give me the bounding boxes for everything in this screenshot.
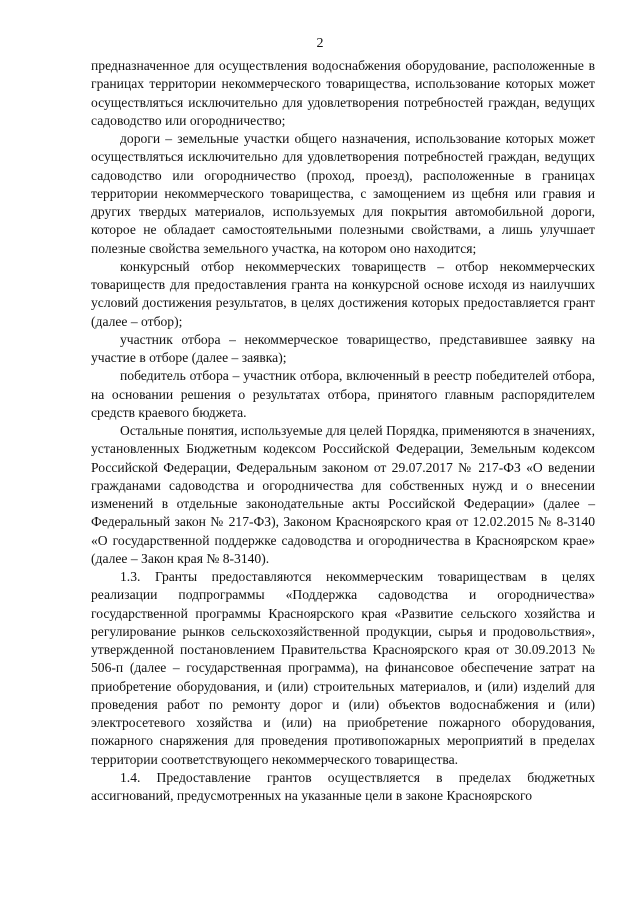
page-number: 2 bbox=[316, 36, 324, 51]
paragraph-other-terms: Остальные понятия, используемые для целей Порядка, применяются в значениях, установленных Бюджетным кодексом Российской Федерации, Земельным кодексом Российской Федерации, Федеральным законом от 29.07.2017 № 217-ФЗ «О ведении гражданами садоводства и огородничества для собственных нужд и о внесении изменений в отдельные законодательные акты Российской Федерации» (далее – Федеральный закон № 217-ФЗ), Законом Красноярского края от 12.02.2015 № 8-3140 «О государственной поддержке садоводства и огородничества в Красноярском крае» (далее – Закон края № 8-3140). bbox=[91, 423, 595, 566]
paragraph-1-4: 1.4. Предоставление грантов осуществляется в пределах бюджетных ассигнований, предусмотренных на указанные цели в законе Красноярского bbox=[91, 769, 595, 803]
document-body bbox=[91, 57, 595, 805]
paragraph-definition-roads: дороги – земельные участки общего назначения, использование которых может осуществляться исключительно для удовлетворения потребностей граждан, ведущих садоводство или огородничество (проход, проезд), расположенные в границах территории некоммерческого товарищества, с замощением из щебня или гравия и других твердых материалов, используемых для покрытия автомобильной дороги, которое не обладает самостоятельными полезными свойствами, а лишь улучшает полезные свойства земельного участка, на котором оно находится; bbox=[91, 131, 595, 256]
paragraph-definition-participant: участник отбора – некоммерческое товарищество, представившее заявку на участие в отборе (далее – заявка); bbox=[91, 331, 595, 365]
paragraph-definition-competitive-selection: конкурсный отбор некоммерческих товариществ – отбор некоммерческих товариществ для предоставления гранта на конкурсной основе исходя из наилучших условий достижения результатов, в целях достижения которых предоставляется грант (далее – отбор); bbox=[91, 258, 595, 329]
paragraph-definition-winner: победитель отбора – участник отбора, включенный в реестр победителей отбора, на основании решения о результатах отбора, принятого главным распорядителем средств краевого бюджета. bbox=[91, 368, 595, 420]
paragraph-continuation: предназначенное для осуществления водоснабжения оборудование, расположенные в границах территории некоммерческого товарищества, использование которых может осуществляться исключительно для удовлетворения потребностей граждан, ведущих садоводство или огородничество; bbox=[91, 58, 595, 128]
paragraph-1-3: 1.3. Гранты предоставляются некоммерческим товариществам в целях реализации подпрограммы «Поддержка садоводства и огородничества» государственной программы Красноярского края «Развитие сельского хозяйства и регулирование рынков сельскохозяйственной продукции, сырья и продовольствия», утвержденной постановлением Правительства Красноярского края от 30.09.2013 № 506-п (далее – государственная программа), на финансовое обеспечение затрат на приобретение оборудования, и (или) строительных материалов, и (или) изделий для проведения работ по ремонту дорог и (или) объектов водоснабжения и (или) электросетевого хозяйства и (или) на приобретение пожарного оборудования, пожарного снаряжения для проведения противопожарных мероприятий в пределах территории соответствующего некоммерческого товарищества. bbox=[91, 569, 595, 767]
